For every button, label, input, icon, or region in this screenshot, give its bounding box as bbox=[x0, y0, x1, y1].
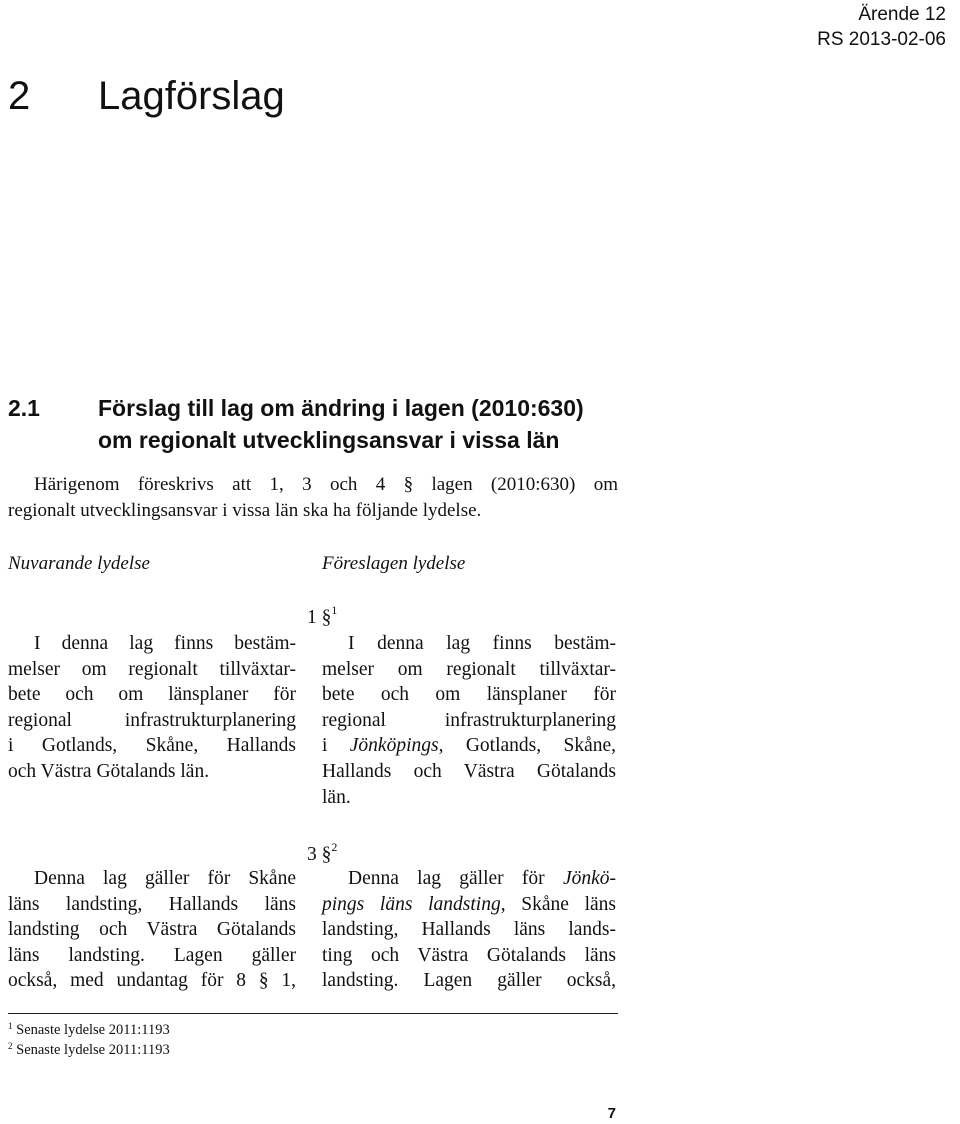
section-3-current-text bbox=[8, 866, 296, 994]
chapter-heading bbox=[8, 70, 285, 122]
text-line: län. bbox=[322, 786, 351, 808]
text-line-emphasis: i Jönköpings, Gotlands, Skåne, bbox=[322, 735, 616, 757]
section-1-label bbox=[307, 605, 337, 631]
amended-phrase: Jönkö- bbox=[562, 868, 616, 889]
text-line-emphasis: pings läns landsting, Skåne läns bbox=[322, 893, 616, 915]
text-line: i Gotlands, Skåne, Hallands bbox=[8, 735, 296, 757]
text-line: läns landsting, Hallands läns bbox=[8, 893, 296, 915]
section-3-proposed-text bbox=[322, 866, 616, 994]
text-line: regional infrastrukturplanering bbox=[322, 709, 616, 731]
text-line: landsting, Hallands läns lands- bbox=[322, 919, 616, 941]
section-title-line1: Förslag till lag om ändring i lagen (2010:630) bbox=[98, 395, 584, 421]
footnote-1 bbox=[8, 1021, 170, 1039]
chapter-number: 2 bbox=[8, 74, 31, 118]
intro-line: regionalt utvecklingsansvar i vissa län ska ha följande lydelse. bbox=[8, 500, 482, 521]
amended-phrase: pings läns landsting bbox=[322, 893, 501, 915]
section-1-current-text bbox=[8, 631, 296, 785]
footnote-2 bbox=[8, 1041, 170, 1059]
text-line: Denna lag gäller för Skåne bbox=[34, 868, 296, 889]
amended-phrase: Jönköpings bbox=[349, 735, 439, 757]
text-line: landsting. Lagen gäller också, bbox=[322, 970, 616, 992]
column-heading-proposed: Föreslagen lydelse bbox=[322, 553, 466, 574]
chapter-title: Lagförslag bbox=[98, 74, 285, 118]
text-line: ting och Västra Götalands läns bbox=[322, 944, 616, 966]
text-line: läns landsting. Lagen gäller bbox=[8, 944, 296, 966]
case-number: Ärende 12 bbox=[858, 4, 946, 25]
section-number: 2.1 bbox=[8, 395, 40, 421]
text-line: bete och om länsplaner för bbox=[322, 684, 616, 706]
text-line: landsting och Västra Götalands bbox=[8, 919, 296, 941]
intro-line: Härigenom föreskrivs att 1, 3 och 4 § lagen (2010:630) om bbox=[34, 474, 618, 495]
footnote-ref-2: 2 bbox=[331, 840, 338, 854]
footnote-ref-1: 1 bbox=[331, 603, 338, 617]
text-line: melser om regionalt tillväxtar- bbox=[8, 658, 296, 680]
section-title-line2: om regionalt utvecklingsansvar i vissa län bbox=[98, 427, 560, 453]
text-line-emphasis: Denna lag gäller för Jönkö- bbox=[348, 868, 616, 889]
text-line: I denna lag finns bestäm- bbox=[348, 633, 616, 654]
footnote-separator bbox=[8, 1013, 618, 1014]
document-reference-date: RS 2013-02-06 bbox=[817, 29, 946, 50]
text-line: I denna lag finns bestäm- bbox=[34, 633, 296, 654]
text-line: Hallands och Västra Götalands bbox=[322, 760, 616, 782]
page-number: 7 bbox=[607, 1105, 616, 1122]
text-line: melser om regionalt tillväxtar- bbox=[322, 658, 616, 680]
section-label-text: 3 § bbox=[307, 844, 332, 865]
section-label-text: 1 § bbox=[307, 607, 332, 628]
text-line: också, med undantag för 8 § 1, bbox=[8, 970, 296, 992]
footnote-text: Senaste lydelse 2011:1193 bbox=[16, 1042, 170, 1058]
footnote-mark: 2 bbox=[8, 1041, 13, 1051]
text-line: regional infrastrukturplanering bbox=[8, 709, 296, 731]
text-line: och Västra Götalands län. bbox=[8, 760, 210, 782]
footnote-text: Senaste lydelse 2011:1193 bbox=[16, 1022, 170, 1038]
section-1-proposed-text bbox=[322, 631, 616, 810]
text-line: bete och om länsplaner för bbox=[8, 684, 296, 706]
section-3-label bbox=[307, 842, 337, 868]
footnote-mark: 1 bbox=[8, 1021, 13, 1031]
column-heading-current: Nuvarande lydelse bbox=[8, 553, 150, 574]
intro-paragraph bbox=[8, 472, 618, 524]
